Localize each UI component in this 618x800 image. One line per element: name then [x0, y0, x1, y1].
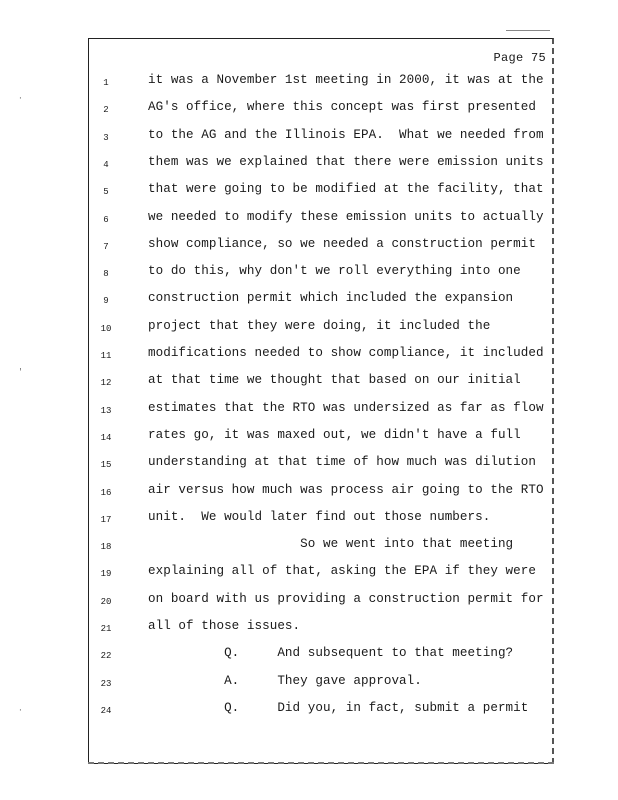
top-margin-mark: [506, 30, 550, 31]
line-text: air versus how much was process air going to the RTO: [148, 482, 544, 497]
line-number: 2: [103, 105, 109, 116]
line-number: 17: [100, 514, 112, 525]
line-number: 14: [100, 432, 112, 443]
line-text: that were going to be modified at the facility, that: [148, 182, 544, 197]
line-number: 8: [103, 269, 109, 280]
transcript-line: [0, 178, 618, 205]
line-number: 9: [103, 296, 109, 307]
transcript-line: [0, 533, 618, 560]
bottom-rule: [88, 762, 554, 764]
line-text: at that time we thought that based on our initial: [148, 373, 521, 388]
transcript-line: [0, 670, 618, 697]
line-number: 21: [100, 624, 112, 634]
transcript-line: [0, 260, 618, 287]
transcript-line: [0, 369, 618, 396]
transcript-line: [0, 588, 618, 615]
transcript-line: [0, 233, 618, 260]
line-text: understanding at that time of how much was dilution: [148, 455, 536, 470]
line-number: 23: [100, 678, 112, 689]
line-text: explaining all of that, asking the EPA if they were: [148, 564, 536, 579]
transcript-line: [0, 151, 618, 178]
line-number: 12: [100, 378, 112, 389]
line-text: AG's office, where this concept was first presented: [148, 100, 536, 115]
transcript-line: [0, 424, 618, 451]
transcript-line: [0, 96, 618, 123]
page-number: Page 75: [493, 51, 546, 65]
line-text: construction permit which included the expansion: [148, 291, 514, 306]
line-text: to the AG and the Illinois EPA. What we needed from: [148, 127, 544, 142]
line-number: 16: [100, 487, 112, 498]
transcript-line: [0, 560, 618, 587]
scan-speck: ·: [18, 94, 23, 103]
transcript-line: [0, 642, 618, 669]
line-number: 24: [100, 705, 112, 716]
transcript-line: [0, 287, 618, 314]
line-text: show compliance, so we needed a construction permit: [148, 236, 536, 251]
line-text: all of those issues.: [148, 619, 301, 633]
line-number: 3: [103, 132, 109, 143]
line-text: it was a November 1st meeting in 2000, it was at the: [148, 73, 544, 87]
transcript-line: [0, 69, 618, 96]
transcript-line: [0, 206, 618, 233]
line-text: rates go, it was maxed out, we didn't have a full: [148, 427, 521, 442]
line-text: estimates that the RTO was undersized as far as flow: [148, 400, 544, 415]
transcript-line: [0, 479, 618, 506]
line-text: Q. Did you, in fact, submit a permit: [148, 700, 529, 715]
line-text: Q. And subsequent to that meeting?: [148, 646, 514, 661]
line-number: 11: [100, 351, 112, 361]
line-text: So we went into that meeting: [148, 537, 514, 552]
transcript-line: [0, 315, 618, 342]
scan-speck: ·: [18, 706, 23, 715]
transcript-line: [0, 397, 618, 424]
line-text: unit. We would later find out those numbers.: [148, 509, 491, 524]
line-text: modifications needed to show compliance, it included: [148, 346, 544, 360]
transcript-line: [0, 124, 618, 151]
line-number: 6: [103, 214, 109, 225]
transcript-line: [0, 615, 618, 642]
transcript-line: [0, 697, 618, 724]
line-text: on board with us providing a construction permit for: [148, 591, 544, 606]
line-number: 20: [100, 596, 112, 607]
line-text: A. They gave approval.: [148, 673, 422, 688]
line-number: 19: [100, 569, 112, 580]
line-text: project that they were doing, it included the: [148, 318, 491, 333]
transcript-line: [0, 451, 618, 478]
scan-speck: ': [18, 368, 23, 377]
line-number: 4: [103, 159, 109, 170]
line-text: we needed to modify these emission units to actually: [148, 209, 544, 224]
line-text: to do this, why don't we roll everything into one: [148, 264, 521, 279]
line-number: 7: [103, 241, 109, 252]
line-number: 18: [100, 542, 112, 553]
line-number: 10: [100, 323, 112, 334]
transcript-line: [0, 506, 618, 533]
line-number: 22: [100, 651, 112, 662]
line-number: 15: [100, 460, 112, 471]
transcript-line: [0, 342, 618, 369]
line-number: 5: [103, 187, 109, 198]
line-number: 1: [103, 78, 109, 88]
line-text: them was we explained that there were emission units: [148, 154, 544, 169]
line-number: 13: [100, 405, 112, 416]
